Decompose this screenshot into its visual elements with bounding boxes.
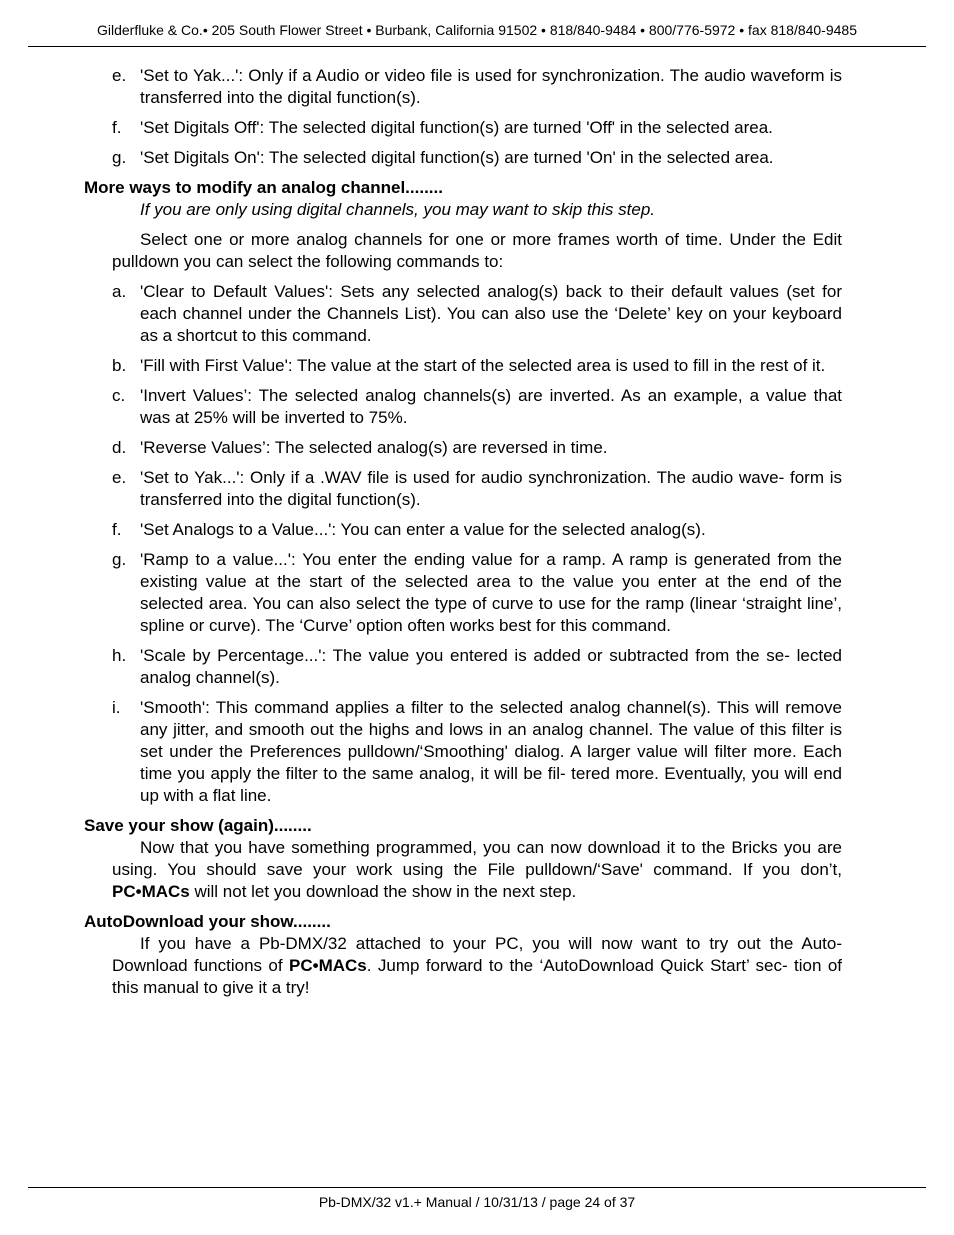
list-item (84, 467, 842, 511)
section-heading-autodownload: AutoDownload your show........ (84, 912, 331, 931)
section-heading-save: Save your show (again)........ (84, 816, 312, 835)
list-item (84, 549, 842, 637)
autodownload-text-before: If you have a Pb-DMX/32 attached to your PC, you will now want to try out the Auto- Download functions of (112, 934, 842, 975)
list-item-text: 'Set Digitals On': The selected digital function(s) are turned 'On' in the selected area. (140, 148, 774, 167)
list-marker: b. (112, 356, 127, 375)
list-item-text: 'Set Digitals Off': The selected digital function(s) are turned 'Off' in the selected area. (140, 118, 773, 137)
list-item (84, 697, 842, 807)
product-name: PC•MACs (289, 956, 367, 975)
list-item (84, 645, 842, 689)
list-item-text: 'Smooth': This command applies a filter to the selected analog channel(s). This will remove any jitter, and smooth out the highs and lows in an analog channel. The value of this filter is set under the Preferences pulldown/‘Smoothing' dialog. A larger value will filter more. Each time you apply the filter to the same analog, it will be fil- tered more. Eventually, you will end up with a flat line. (140, 698, 842, 805)
save-paragraph (84, 837, 842, 903)
list-item (84, 355, 842, 377)
page-footer: Pb-DMX/32 v1.+ Manual / 10/31/13 / page 24 of 37 (318, 1194, 636, 1210)
list-item (84, 117, 842, 139)
list-item (84, 281, 842, 347)
page-header: Gilderfluke & Co.• 205 South Flower Street • Burbank, California 91502 • 818/840-9484 • 800/776-5972 • fax 818/840-9485 (97, 22, 857, 38)
list-marker: e. (112, 468, 127, 487)
list-item-text: 'Reverse Values’: The selected analog(s) are reversed in time. (140, 438, 608, 457)
list-item-text: 'Set Analogs to a Value...': You can enter a value for the selected analog(s). (140, 520, 706, 539)
list-item-text: 'Clear to Default Values': Sets any selected analog(s) back to their default values (set for each channel under the Channels List). You can also use the ‘Delete’ key on your keyboard as a shortcut to this command. (140, 282, 842, 345)
list-marker: a. (112, 282, 127, 301)
list-marker: d. (112, 438, 127, 457)
list-item (84, 65, 842, 109)
list-marker: h. (112, 646, 127, 665)
list-item-text: 'Fill with First Value': The value at the start of the selected area is used to fill in the rest of it. (140, 356, 826, 375)
save-text-before: Now that you have something programmed, you can now download it to the Bricks you are using. You should save your work using the File pulldown/‘Save' command. If you don’t, (112, 838, 842, 879)
autodownload-text-after: . Jump forward to the ‘AutoDownload Quick Start’ sec- tion of this manual to give it a try! (112, 956, 842, 997)
autodownload-paragraph (84, 933, 842, 999)
list-item (84, 147, 842, 169)
list-marker: g. (112, 550, 127, 569)
section-intro: Select one or more analog channels for one or more frames worth of time. Under the Edit pulldown you can select the following commands to: (112, 230, 842, 271)
list-marker: f. (112, 118, 122, 137)
list-item-text: 'Set to Yak...': Only if a Audio or video file is used for synchronization. The audio waveform is transferred into the digital function(s). (140, 66, 842, 107)
list-item-text: 'Ramp to a value...': You enter the ending value for a ramp. A ramp is generated from the existing value at the start of the selected area to the value you enter at the end of the selected area. You can also select the type of curve to use for the ramp (linear ‘straight line’, spline or curve). The ‘Curve’ option often works best for this command. (140, 550, 842, 635)
save-text-after: will not let you download the show in the next step. (189, 882, 577, 901)
list-item (84, 437, 842, 459)
footer-divider (28, 1187, 926, 1188)
list-marker: f. (112, 520, 122, 539)
list-item-text: 'Invert Values’: The selected analog channels(s) are inverted. As an example, a value that was at 25% will be inverted to 75%. (140, 386, 842, 427)
list-marker: i. (112, 698, 121, 717)
list-marker: c. (112, 386, 126, 405)
page-content (84, 65, 842, 1007)
list-marker: g. (112, 148, 127, 167)
list-marker: e. (112, 66, 127, 85)
section-note: If you are only using digital channels, you may want to skip this step. (140, 200, 655, 219)
header-divider (28, 46, 926, 47)
list-item (84, 385, 842, 429)
section-heading-analog: More ways to modify an analog channel........ (84, 178, 443, 197)
product-name: PC•MACs (112, 882, 190, 901)
list-item-text: 'Scale by Percentage...': The value you entered is added or subtracted from the se- lected analog channel(s). (140, 646, 842, 687)
list-item-text: 'Set to Yak...': Only if a .WAV file is used for audio synchronization. The audio wave- form is transferred into the digital function(s). (140, 468, 842, 509)
list-item (84, 519, 842, 541)
